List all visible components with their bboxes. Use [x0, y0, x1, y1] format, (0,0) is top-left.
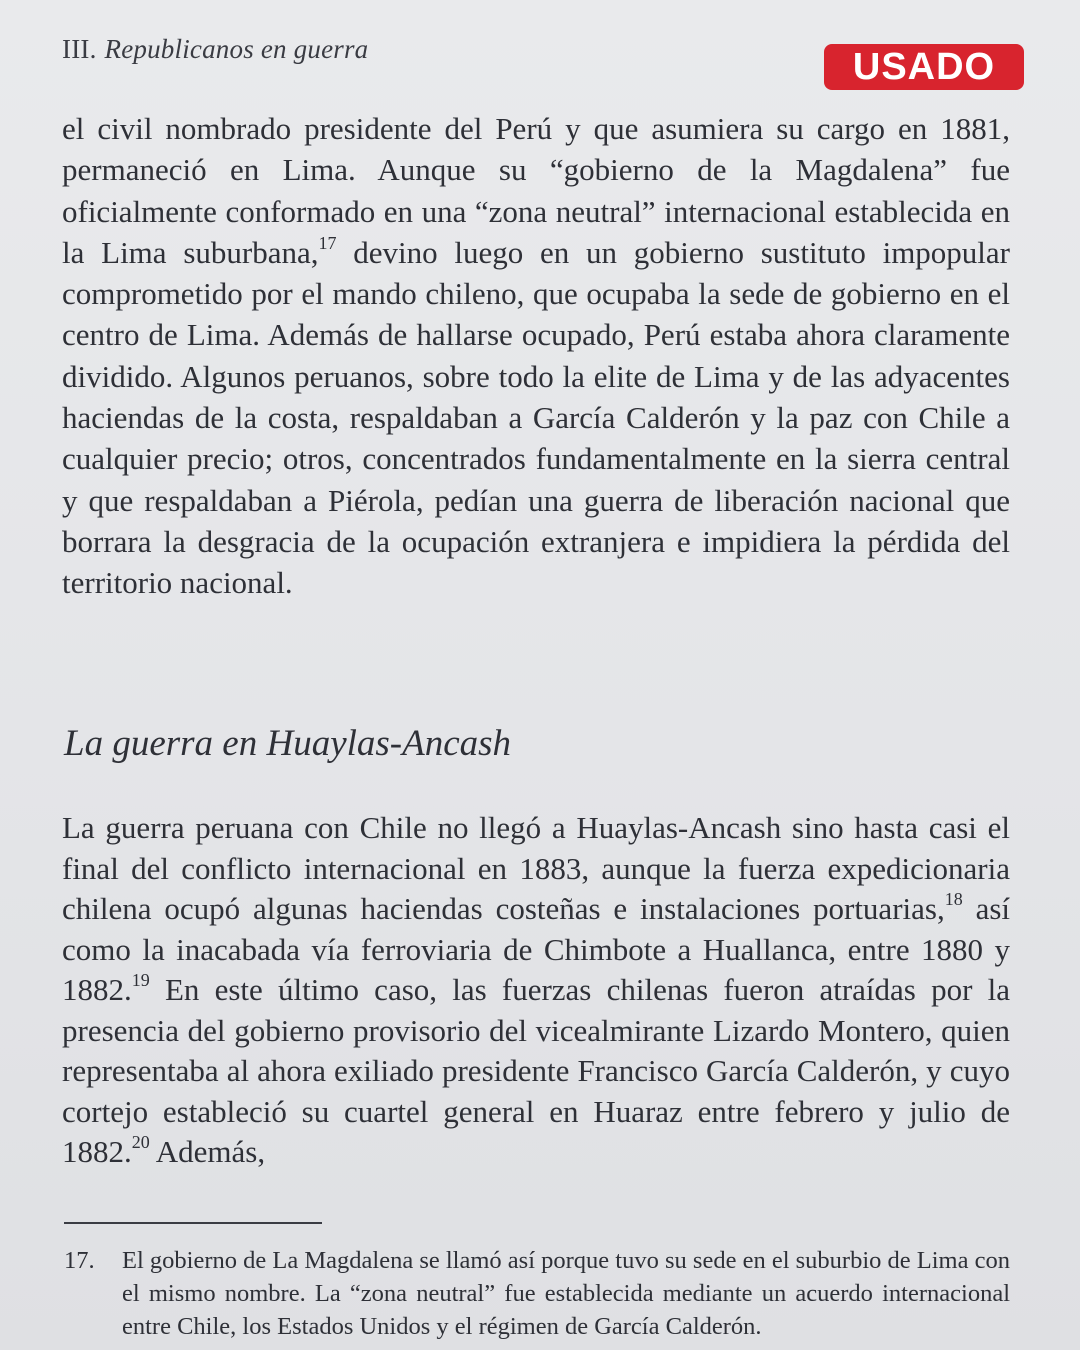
paragraph-1-text-a: el civil nombrado presidente del Perú y que asumiera su cargo en 1881, permaneció en Lima. Aunque su “gobierno de la Magdalena” fue oficialmente conformado en una “zona neutral” internacional establecida en la Lima suburbana, [62, 111, 1010, 270]
paragraph-1 [62, 108, 1010, 604]
footnote-ref-18: 18 [944, 889, 963, 909]
running-head [62, 34, 368, 65]
part-title: Republicanos en guerra [104, 34, 369, 64]
used-badge: USADO [824, 44, 1024, 90]
paragraph-2-text-a: La guerra peruana con Chile no llegó a Huaylas-Ancash sino hasta casi el final del conflicto internacional en 1883, aunque la fuerza expedicionaria chilena ocupó algunas haciendas costeñas e instalaciones portuarias, [62, 810, 1010, 926]
paragraph-2-text-d: Además, [149, 1134, 266, 1169]
section-heading: La guerra en Huaylas-Ancash [64, 723, 512, 764]
paragraph-2 [62, 808, 1010, 1173]
paragraph-2-text-b: así como la inacabada vía ferroviaria de Chimbote a Huallanca, entre 1880 y 1882. [62, 891, 1011, 1007]
footnote-17 [64, 1244, 1010, 1343]
part-number: III. [62, 34, 97, 64]
footnote-divider [64, 1222, 322, 1224]
footnote-ref-19: 19 [131, 970, 150, 990]
paragraph-2-text-c: En este último caso, las fuerzas chilenas fueron atraídas por la presencia del gobierno provisorio del vicealmirante Lizardo Montero, quien representaba al ahora exiliado presidente Francisco García Calderón, y cuyo cortejo estableció su cuartel general en Huaraz entre febrero y julio de 1882. [62, 972, 1010, 1169]
footnote-ref-17: 17 [318, 232, 337, 253]
footnote-ref-20: 20 [131, 1132, 150, 1152]
footnote-text: El gobierno de La Magdalena se llamó así porque tuvo su sede en el suburbio de Lima con el mismo nombre. La “zona neutral” fue establecida mediante un acuerdo internacional entre Chile, los Estados Unidos y el régimen de García Calderón. [122, 1247, 1010, 1340]
paragraph-1-text-b: devino luego en un gobierno sustituto impopular comprometido por el mando chileno, que ocupaba la sede de gobierno en el centro de Lima. Además de hallarse ocupado, Perú estaba ahora claramente dividido. Algunos peruanos, sobre todo la elite de Lima y de las adyacentes haciendas de la costa, respaldaban a García Calderón y la paz con Chile a cualquier precio; otros, concentrados fundamentalmente en la sierra central y que respaldaban a Piérola, pedían una guerra de liberación nacional que borrara la desgracia de la ocupación extranjera e impidiera la pérdida del territorio nacional. [62, 234, 1011, 601]
footnote-number: 17. [64, 1247, 95, 1274]
